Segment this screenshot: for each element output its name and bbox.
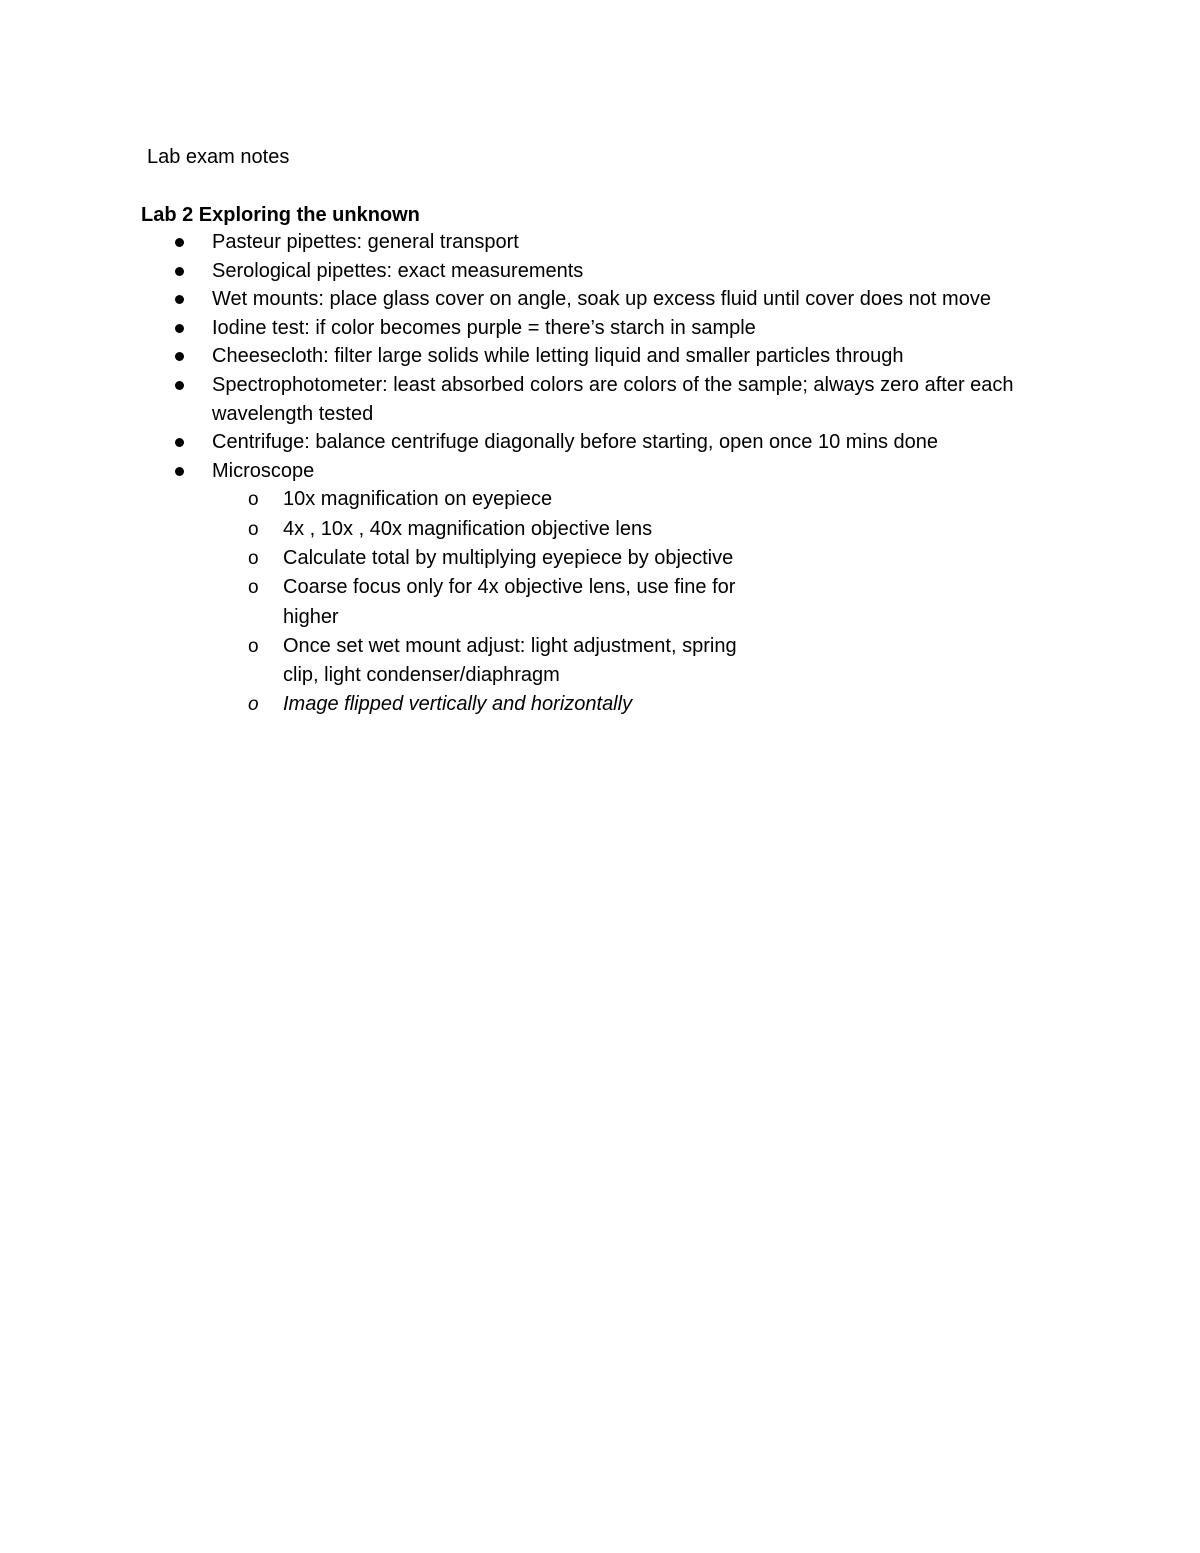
hollow-bullet-icon: o <box>248 635 259 657</box>
sublist-item-text: Once set wet mount adjust: light adjustment, spring clip, light condenser/diaphragm <box>283 634 737 687</box>
hollow-bullet-icon: o <box>248 547 259 569</box>
bullet-dot-icon <box>175 295 184 304</box>
sublist-item <box>0 515 1050 544</box>
bullet-dot-icon <box>175 438 184 447</box>
document-title: Lab exam notes <box>147 146 290 168</box>
list-item-text: Microscope <box>212 459 315 482</box>
sublist-item-text: Calculate total by multiplying eyepiece by objective <box>283 546 734 569</box>
list-item-text: Cheesecloth: filter large solids while letting liquid and smaller particles through <box>212 345 904 368</box>
hollow-bullet-icon: o <box>248 694 259 716</box>
list-item-text: Spectrophotometer: least absorbed colors are colors of the sample; always zero after each wavelength tested <box>212 373 1014 425</box>
sublist-item <box>0 632 1050 691</box>
bullet-dot-icon <box>175 381 184 390</box>
bullet-dot-icon <box>175 467 184 476</box>
list-item <box>0 314 1200 343</box>
list-item <box>0 371 1200 428</box>
microscope-sublist <box>0 485 1050 719</box>
notes-bullet-list <box>0 228 1200 720</box>
hollow-bullet-icon: o <box>248 577 259 599</box>
sublist-item <box>0 485 1050 514</box>
list-item <box>0 342 1200 371</box>
bullet-dot-icon <box>175 267 184 276</box>
list-item-text: Serological pipettes: exact measurements <box>212 259 584 282</box>
sublist-item-text: 10x magnification on eyepiece <box>283 488 553 511</box>
bullet-dot-icon <box>175 238 184 247</box>
list-item <box>0 285 1200 314</box>
sublist-item-text: 4x , 10x , 40x magnification objective lens <box>283 517 653 540</box>
sublist-item <box>0 690 1050 719</box>
list-item-text: Iodine test: if color becomes purple = there’s starch in sample <box>212 316 756 339</box>
list-item-text: Centrifuge: balance centrifuge diagonally before starting, open once 10 mins done <box>212 431 939 454</box>
section-heading: Lab 2 Exploring the unknown <box>141 204 420 226</box>
list-item-microscope <box>0 457 1200 720</box>
list-item-text: Wet mounts: place glass cover on angle, soak up excess fluid until cover does not move <box>212 288 991 311</box>
sublist-item <box>0 573 1050 632</box>
bullet-dot-icon <box>175 352 184 361</box>
hollow-bullet-icon: o <box>248 489 259 511</box>
list-item <box>0 257 1200 286</box>
list-item-text: Pasteur pipettes: general transport <box>212 231 519 253</box>
hollow-bullet-icon: o <box>248 518 259 540</box>
list-item <box>0 428 1200 457</box>
bullet-dot-icon <box>175 324 184 333</box>
sublist-item-text: Image flipped vertically and horizontally <box>283 693 633 716</box>
list-item <box>0 228 1200 257</box>
sublist-item-text: Coarse focus only for 4x objective lens, use fine for higher <box>283 576 736 628</box>
sublist-item <box>0 544 1050 573</box>
